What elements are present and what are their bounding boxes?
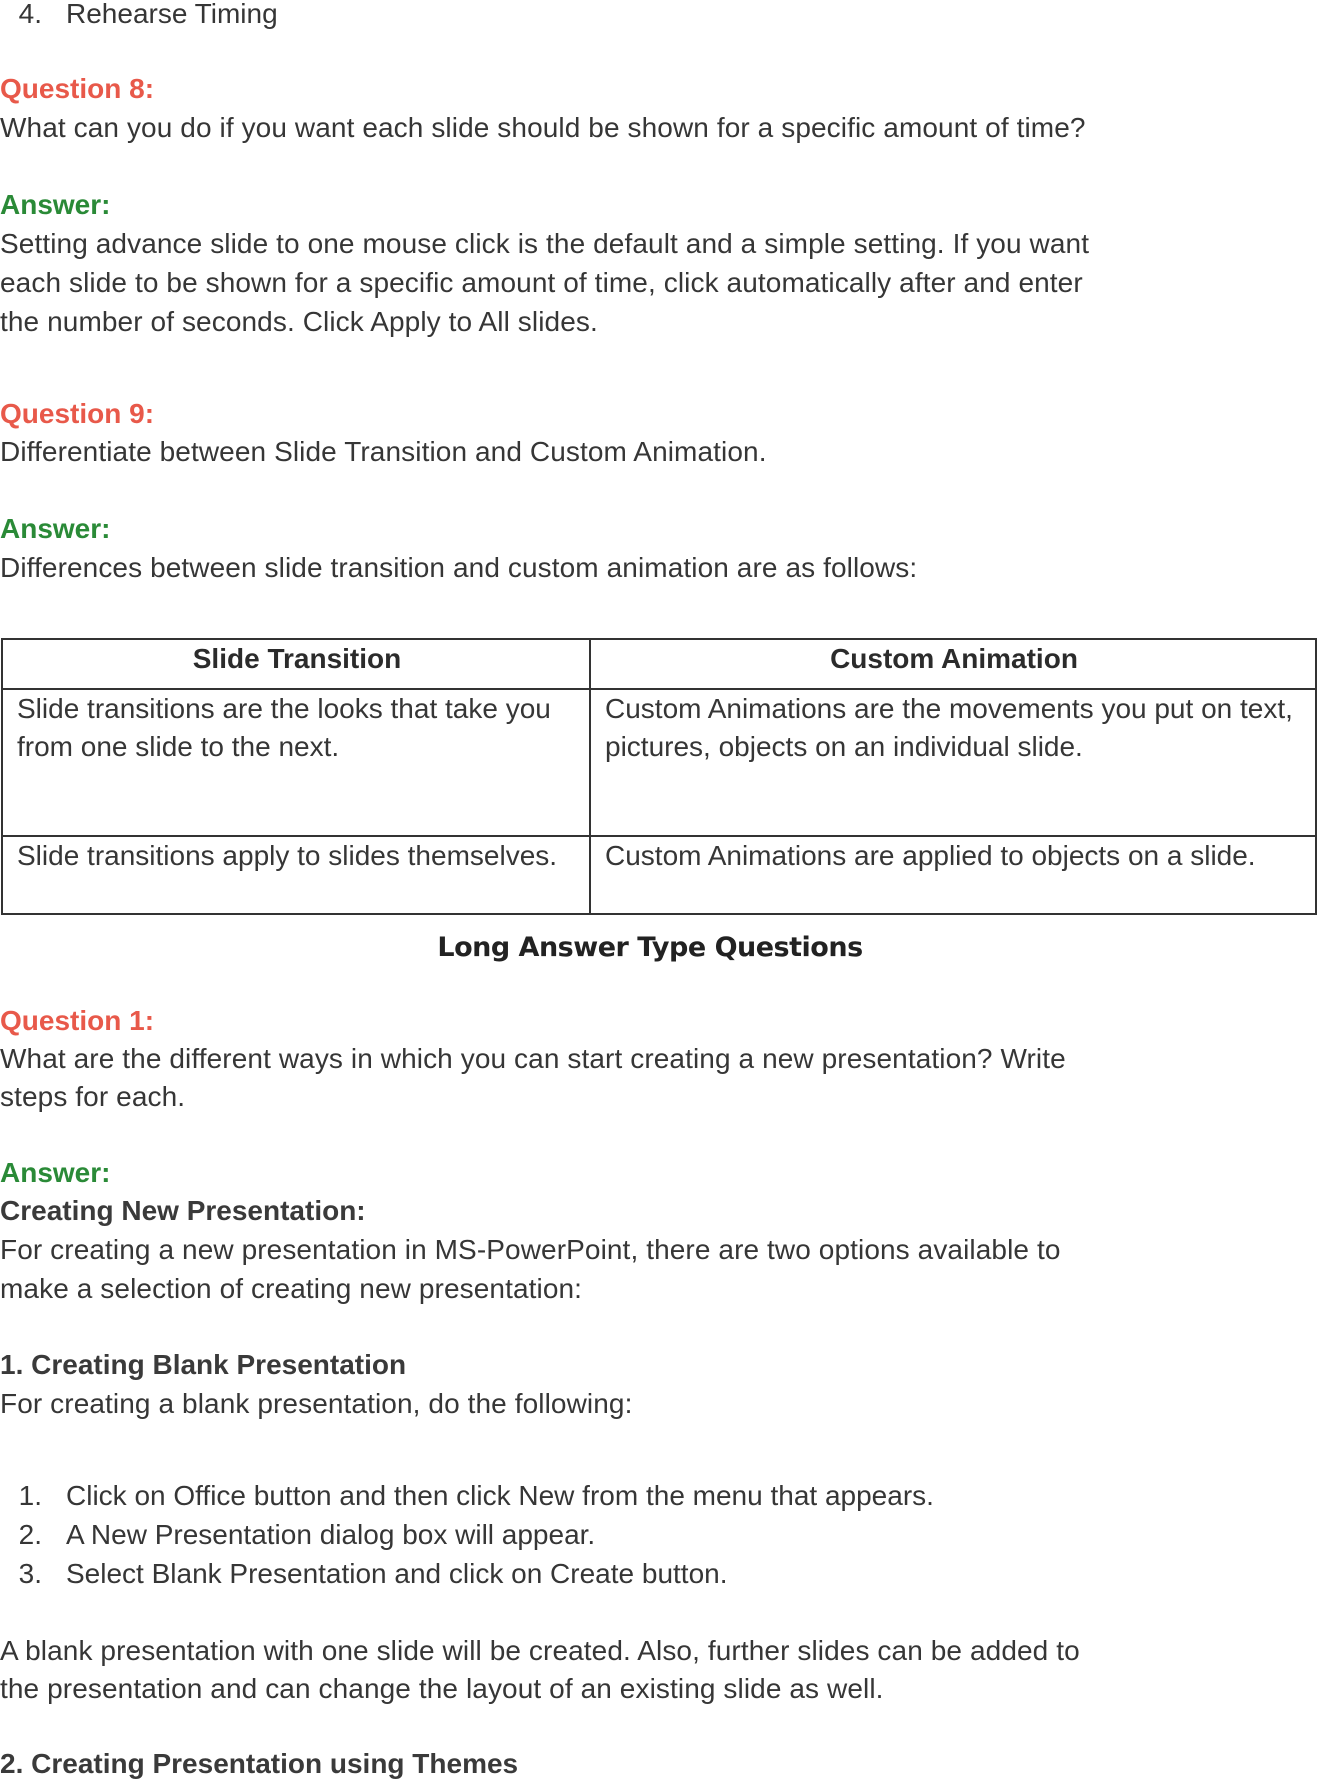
list-item-rehearse-timing xyxy=(0,0,278,33)
question-9-text: Differentiate between Slide Transition and Custom Animation. xyxy=(0,436,767,467)
heading-themes-presentation: 2. Creating Presentation using Themes xyxy=(0,1748,519,1779)
answer-9-label: Answer: xyxy=(0,513,111,544)
answer-8-label: Answer: xyxy=(0,189,111,220)
result-line-2: the presentation and can change the layout of an existing slide as well. xyxy=(0,1673,884,1704)
blank-presentation-intro: For creating a blank presentation, do the following: xyxy=(0,1388,633,1419)
answer-8-line-1: Setting advance slide to one mouse click is the default and a simple setting. If you want xyxy=(0,228,1090,259)
list-text: Rehearse Timing xyxy=(66,0,278,29)
heading-blank-presentation: 1. Creating Blank Presentation xyxy=(0,1349,407,1380)
comparison-table xyxy=(1,638,1317,915)
list-item xyxy=(0,1476,934,1515)
table-row xyxy=(2,689,1316,836)
list-item xyxy=(0,1554,728,1593)
long-answer-1-label: Answer: xyxy=(0,1157,111,1188)
long-question-1-line-1: What are the different ways in which you can start creating a new presentation? Write xyxy=(0,1043,1066,1074)
list-number: 4. xyxy=(18,0,42,29)
subheading-creating-new-presentation: Creating New Presentation: xyxy=(0,1195,366,1226)
question-9-label: Question 9: xyxy=(0,398,155,429)
answer-8-line-2: each slide to be shown for a specific amount of time, click automatically after and enter xyxy=(0,267,1083,298)
section-heading-long-answer: Long Answer Type Questions xyxy=(437,932,863,963)
answer-9-text: Differences between slide transition and custom animation are as follows: xyxy=(0,552,918,583)
list-number: 1. xyxy=(18,1480,42,1511)
long-question-1-line-2: steps for each. xyxy=(0,1081,186,1112)
list-item xyxy=(0,1515,595,1554)
list-text: Select Blank Presentation and click on Create button. xyxy=(66,1558,728,1589)
list-text: Click on Office button and then click New from the menu that appears. xyxy=(66,1480,934,1511)
question-8-text: What can you do if you want each slide should be shown for a specific amount of time? xyxy=(0,112,1086,143)
answer-8-line-3: the number of seconds. Click Apply to All slides. xyxy=(0,306,598,337)
table-row xyxy=(2,836,1316,914)
table-cell: Slide transitions are the looks that take you from one slide to the next. xyxy=(2,689,590,836)
table-cell: Slide transitions apply to slides themselves. xyxy=(2,836,590,914)
intro-line-2: make a selection of creating new presentation: xyxy=(0,1273,583,1304)
list-number: 3. xyxy=(18,1558,42,1589)
long-question-1-label: Question 1: xyxy=(0,1005,155,1036)
list-number: 2. xyxy=(18,1519,42,1550)
table-header-custom-animation: Custom Animation xyxy=(590,639,1316,689)
intro-line-1: For creating a new presentation in MS-PowerPoint, there are two options available to xyxy=(0,1234,1061,1265)
table-cell: Custom Animations are applied to objects on a slide. xyxy=(590,836,1316,914)
table-header-slide-transition: Slide Transition xyxy=(2,639,590,689)
result-line-1: A blank presentation with one slide will be created. Also, further slides can be added to xyxy=(0,1635,1080,1666)
table-header-row xyxy=(2,639,1316,689)
list-text: A New Presentation dialog box will appear. xyxy=(66,1519,596,1550)
question-8-label: Question 8: xyxy=(0,73,155,104)
table-cell: Custom Animations are the movements you put on text, pictures, objects on an individual slide. xyxy=(590,689,1316,836)
